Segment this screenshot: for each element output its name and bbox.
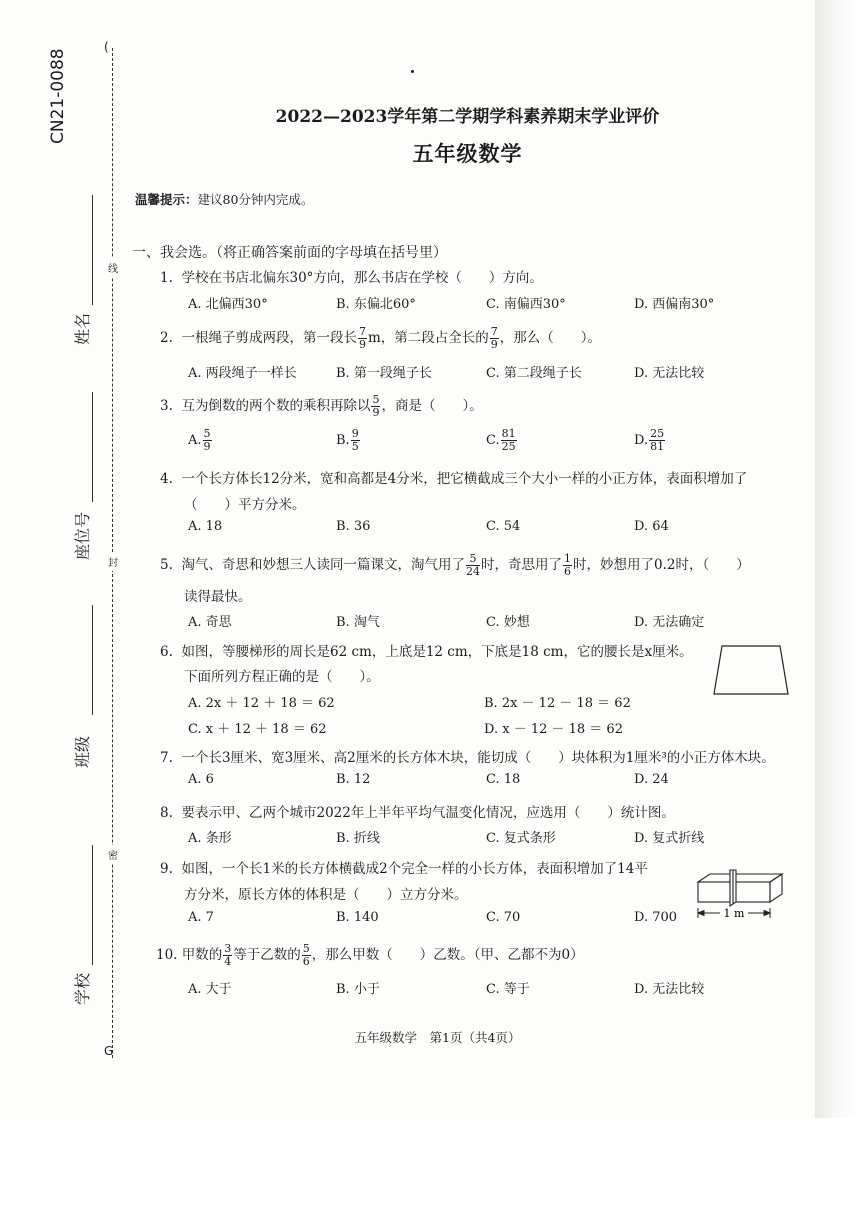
page-footer: 五年级数学 第1页（共4页） [354, 1030, 521, 1045]
fraction-denominator: 4 [224, 955, 232, 968]
fraction-numerator: 5 [203, 427, 211, 440]
q7-option-a: A. 6 [188, 772, 214, 787]
q6-option-a: A. 2x ＋ 12 ＋ 18 ＝ 62 [188, 696, 335, 711]
q3-option-b [336, 428, 361, 453]
q5-option-a: A. 奇思 [188, 615, 232, 630]
cuboid-cut-figure [696, 868, 786, 926]
question-text: 学校在书店北偏东30°方向，那么书店在学校（ ）方向。 [181, 270, 543, 286]
question-number: 7. [160, 750, 173, 766]
question-text-a: 甲数的 [181, 947, 223, 963]
question-number: 1. [160, 270, 173, 286]
question-number: 9. [160, 861, 173, 877]
fraction-denominator: 9 [490, 338, 498, 351]
tip-line [135, 190, 313, 208]
fraction-denominator: 5 [351, 440, 359, 453]
question-number: 3. [160, 398, 173, 414]
cut-word-feng: 封 [106, 552, 120, 571]
q7-option-c: C. 18 [486, 772, 521, 787]
question-1 [160, 266, 543, 286]
question-number: 4. [160, 471, 173, 487]
school-line [92, 845, 93, 965]
question-number: 2. [160, 330, 173, 346]
question-text-c: 时，妙想用了0.2时，（ ） [572, 557, 750, 573]
fraction-denominator: 9 [372, 406, 380, 419]
q4-option-a: A. 18 [188, 519, 223, 534]
fraction-numerator: 5 [466, 553, 480, 566]
question-9-line-2: 方分米，原长方体的体积是（ ）立方分米。 [184, 887, 468, 903]
question-7 [160, 746, 775, 766]
tip-text: 建议80分钟内完成。 [197, 192, 314, 207]
fraction-denominator: 6 [563, 565, 571, 578]
fraction-numerator: 9 [351, 427, 359, 440]
q5-option-c: C. 妙想 [486, 615, 530, 630]
cut-word-mi: 密 [106, 845, 120, 864]
question-number: 8. [160, 805, 173, 821]
fraction-denominator: 25 [501, 440, 516, 453]
option-label: A. [188, 433, 202, 448]
q8-option-d: D. 复式折线 [634, 831, 705, 846]
option-label: C. [486, 433, 500, 448]
fraction [302, 943, 311, 968]
question-5-line-2: 读得最快。 [184, 589, 252, 605]
q9-option-c: C. 70 [486, 910, 521, 925]
question-2 [160, 326, 601, 351]
question-number: 6. [160, 644, 173, 660]
question-text-a: 互为倒数的两个数的乘积再除以 [181, 398, 371, 414]
exam-title: 2022—2023学年第二学期学科素养期末学业评价 [275, 107, 660, 127]
fraction-numerator: 7 [490, 325, 498, 338]
question-6 [160, 640, 693, 660]
fraction-numerator: 3 [224, 942, 232, 955]
question-4-line-2: （ ）平方分米。 [184, 497, 306, 513]
question-8 [160, 801, 675, 821]
fraction-numerator: 5 [372, 393, 380, 406]
fraction-denominator: 6 [302, 955, 310, 968]
question-text: 一个长3厘米、宽3厘米、高2厘米的长方体木块，能切成（ ）块体积为1厘米³的小正方体木块。 [181, 750, 775, 766]
q5-option-b: B. 淘气 [336, 615, 380, 630]
q4-option-d: D. 64 [634, 519, 669, 534]
question-number: 5. [160, 557, 173, 573]
question-4 [160, 467, 747, 487]
q1-option-d: D. 西偏南30° [634, 297, 715, 312]
seat-field-label: 座位号 [73, 511, 92, 560]
fraction [501, 428, 517, 453]
q1-option-b: B. 东偏北60° [336, 297, 416, 312]
q8-option-a: A. 条形 [188, 831, 232, 846]
question-text-c: ，那么甲数（ ）乙数。（甲、乙都不为0） [311, 947, 584, 963]
question-text-b: m，第二段占全长的 [367, 330, 489, 346]
q8-option-c: C. 复式条形 [486, 831, 556, 846]
q7-option-b: B. 12 [336, 772, 371, 787]
fraction-numerator: 1 [563, 552, 571, 565]
q2-option-c: C. 第二段绳子长 [486, 366, 582, 381]
question-text-b: ，商是（ ）。 [381, 398, 483, 414]
binding-bottom-mark: G [104, 1044, 114, 1058]
q9-option-d: D. 700 [634, 910, 678, 925]
name-field-label: 姓名 [73, 312, 92, 345]
fraction-denominator: 9 [358, 338, 366, 351]
question-text: 要表示甲、乙两个城市2022年上半年平均气温变化情况，应选用（ ）统计图。 [181, 805, 675, 821]
q8-option-b: B. 折线 [336, 831, 380, 846]
q5-option-d: D. 无法确定 [634, 615, 705, 630]
q6-option-d: D. x － 12 － 18 ＝ 62 [484, 722, 623, 737]
q1-option-a: A. 北偏西30° [188, 297, 268, 312]
fraction-denominator: 9 [203, 440, 211, 453]
option-label: B. [336, 433, 350, 448]
section-title: 一、我会选。（将正确答案前面的字母填在括号里） [132, 245, 447, 261]
figure-length-label: 1 m [723, 907, 745, 920]
question-text: 如图，等腰梯形的周长是62 cm，上底是12 cm，下底是18 cm，它的腰长是x厘米。 [181, 644, 693, 660]
q6-option-c: C. x ＋ 12 ＋ 18 ＝ 62 [188, 722, 327, 737]
fraction [223, 943, 232, 968]
question-5 [160, 553, 750, 578]
name-line [92, 195, 93, 305]
q7-option-d: D. 24 [634, 772, 669, 787]
question-text-a: 淘气、奇思和妙想三人读同一篇课文，淘气用了 [181, 557, 465, 573]
q10-option-d: D. 无法比较 [634, 982, 705, 997]
q3-option-c [486, 428, 518, 453]
fraction [466, 553, 480, 578]
q9-option-b: B. 140 [336, 910, 379, 925]
fraction [358, 326, 367, 351]
question-text: 一个长方体长12分米，宽和高都是4分米，把它横截成三个大小一样的小正方体，表面积增加了 [181, 471, 748, 487]
cut-word-xian: 线 [106, 258, 120, 277]
trapezoid-figure [712, 644, 792, 696]
question-10 [156, 943, 584, 968]
question-9 [160, 857, 648, 877]
q3-option-d [634, 428, 666, 453]
q10-option-c: C. 等于 [486, 982, 530, 997]
q2-option-a: A. 两段绳子一样长 [188, 366, 297, 381]
fraction [351, 428, 360, 453]
seat-line [92, 392, 93, 502]
fraction-numerator: 81 [501, 427, 516, 440]
exam-subtitle: 五年级数学 [412, 141, 523, 166]
fraction-numerator: 7 [358, 325, 366, 338]
q9-option-a: A. 7 [188, 910, 214, 925]
paper-code: CN21-0088 [48, 48, 68, 144]
class-field-label: 班级 [73, 735, 92, 768]
fraction-denominator: 81 [650, 440, 665, 453]
fraction-numerator: 5 [302, 942, 310, 955]
q10-option-b: B. 小于 [336, 982, 380, 997]
question-text-c: ，那么（ ）。 [499, 330, 602, 346]
fraction [203, 428, 212, 453]
fraction [563, 553, 572, 578]
question-number: 10. [156, 947, 178, 963]
question-text-b: 时，奇思用了 [480, 557, 562, 573]
q3-option-a [188, 428, 213, 453]
fraction [490, 326, 499, 351]
question-6-line-2: 下面所列方程正确的是（ ）。 [184, 669, 380, 685]
top-dot [411, 70, 414, 73]
fraction [649, 428, 665, 453]
question-text-a: 一根绳子剪成两段，第一段长 [181, 330, 357, 346]
question-text-b: 等于乙数的 [233, 947, 301, 963]
question-3 [160, 394, 483, 419]
fraction-numerator: 25 [650, 427, 665, 440]
fraction [371, 394, 380, 419]
question-text: 如图，一个长1米的长方体横截成2个完全一样的小长方体，表面积增加了14平 [181, 861, 648, 877]
option-label: D. [634, 433, 649, 448]
q10-option-a: A. 大于 [188, 982, 232, 997]
q4-option-c: C. 54 [486, 519, 521, 534]
binding-top-mark: ( [104, 40, 109, 54]
q2-option-d: D. 无法比较 [634, 366, 705, 381]
q2-option-b: B. 第一段绳子长 [336, 366, 432, 381]
tip-label: 温馨提示： [135, 192, 198, 207]
q4-option-b: B. 36 [336, 519, 371, 534]
q6-option-b: B. 2x － 12 － 18 ＝ 62 [484, 696, 631, 711]
q1-option-c: C. 南偏西30° [486, 297, 566, 312]
fraction-denominator: 24 [465, 565, 480, 578]
school-field-label: 学校 [73, 972, 92, 1005]
class-line [92, 605, 93, 715]
